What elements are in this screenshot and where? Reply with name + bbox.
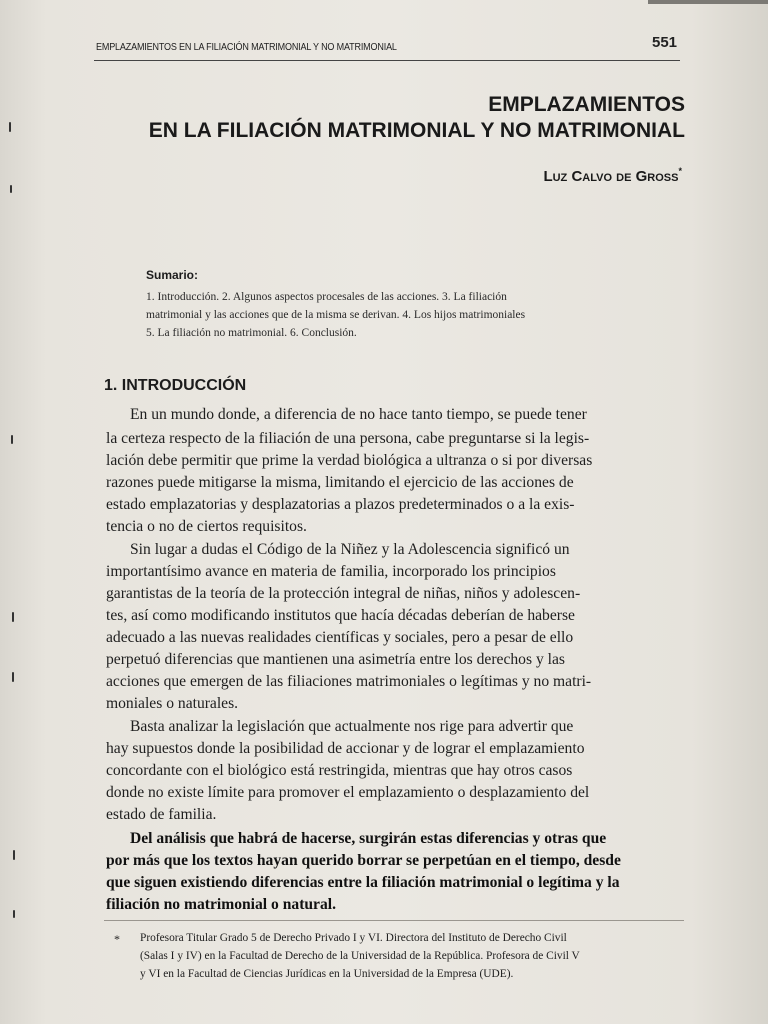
page-number: 551: [652, 34, 678, 51]
summary-line: 5. La filiación no matrimonial. 6. Conclusión.: [146, 327, 357, 339]
body-line: adecuado a las nuevas realidades científicas y sociales, pero a pesar de ello: [106, 629, 574, 646]
margin-mark: [11, 435, 13, 444]
body-line: hay supuestos donde la posibilidad de accionar y de lograr el emplazamiento: [106, 740, 585, 757]
author-footnote-mark: *: [678, 166, 682, 176]
margin-mark: [12, 672, 14, 682]
margin-mark: [13, 910, 15, 918]
body-line: donde no existe límite para promover el emplazamiento o desplazamiento del: [106, 784, 590, 801]
body-line: moniales o naturales.: [106, 695, 239, 712]
body-line: lación debe permitir que prime la verdad biológica a ultranza o si por diversas: [106, 452, 593, 469]
margin-mark: [10, 185, 12, 193]
body-line: la certeza respecto de la filiación de una persona, cabe preguntarse si la legis-: [106, 430, 590, 447]
running-head: EMPLAZAMIENTOS EN LA FILIACIÓN MATRIMONIAL Y NO MATRIMONIAL: [96, 41, 397, 53]
body-line: Del análisis que habrá de hacerse, surgirán estas diferencias y otras que: [130, 830, 607, 847]
body-line: garantistas de la teoría de la protección integral de niñas, niños y adolescen-: [106, 585, 581, 602]
author-name: Luz Calvo de Gross: [543, 168, 679, 185]
margin-mark: [9, 122, 11, 132]
body-line: Basta analizar la legislación que actualmente nos rige para advertir que: [130, 718, 574, 735]
body-line: razones puede mitigarse la misma, limitando el ejercicio de las acciones de: [106, 474, 574, 491]
body-line: tes, así como modificando institutos que hacía décadas deberían de haberse: [106, 607, 575, 624]
footnote-line: Profesora Titular Grado 5 de Derecho Privado I y VI. Directora del Instituto de Derecho Civil: [140, 932, 567, 944]
footnote-line: (Salas I y IV) en la Facultad de Derecho de la Universidad de la República. Profesora de Civil V: [140, 950, 580, 962]
body-line: perpetuó diferencias que mantienen una asimetría entre los derechos y las: [106, 651, 565, 668]
header-rule: [94, 60, 680, 61]
article-title-line2: EN LA FILIACIÓN MATRIMONIAL Y NO MATRIMONIAL: [148, 119, 685, 142]
body-line: En un mundo donde, a diferencia de no hace tanto tiempo, se puede tener: [130, 406, 587, 423]
footnote-mark: *: [114, 932, 120, 946]
summary-line: matrimonial y las acciones que de la misma se derivan. 4. Los hijos matrimoniales: [146, 309, 526, 321]
scan-edge-line: [648, 0, 768, 4]
body-line: Sin lugar a dudas el Código de la Niñez y la Adolescencia significó un: [130, 541, 570, 558]
body-line: por más que los textos hayan querido borrar se perpetúan en el tiempo, desde: [106, 852, 621, 869]
body-line: concordante con el biológico está restringida, mientras que hay otros casos: [106, 762, 573, 779]
footnote-rule: [104, 920, 684, 921]
footnote-line: y VI en la Facultad de Ciencias Jurídicas en la Universidad de la Empresa (UDE).: [140, 968, 514, 980]
summary-label: Sumario:: [146, 268, 199, 282]
body-line: estado de familia.: [106, 806, 217, 823]
body-line: estado emplazatorias y desplazatorias a plazos predeterminados o a la exis-: [106, 496, 575, 513]
body-line: que siguen existiendo diferencias entre la filiación matrimonial o legítima y la: [106, 874, 620, 891]
section-heading: 1. INTRODUCCIÓN: [104, 377, 247, 394]
margin-mark: [13, 850, 15, 860]
margin-mark: [12, 612, 14, 622]
body-line: importantísimo avance en materia de familia, incorporado los principios: [106, 563, 556, 580]
summary-line: 1. Introducción. 2. Algunos aspectos procesales de las acciones. 3. La filiación: [146, 291, 507, 303]
body-line: acciones que emergen de las filiaciones matrimoniales o legítimas y no matri-: [106, 673, 592, 690]
article-title-line1: EMPLAZAMIENTOS: [488, 93, 685, 116]
body-line: filiación no matrimonial o natural.: [106, 896, 337, 913]
body-line: tencia o no de ciertos requisitos.: [106, 518, 307, 535]
author-byline: [543, 168, 682, 185]
